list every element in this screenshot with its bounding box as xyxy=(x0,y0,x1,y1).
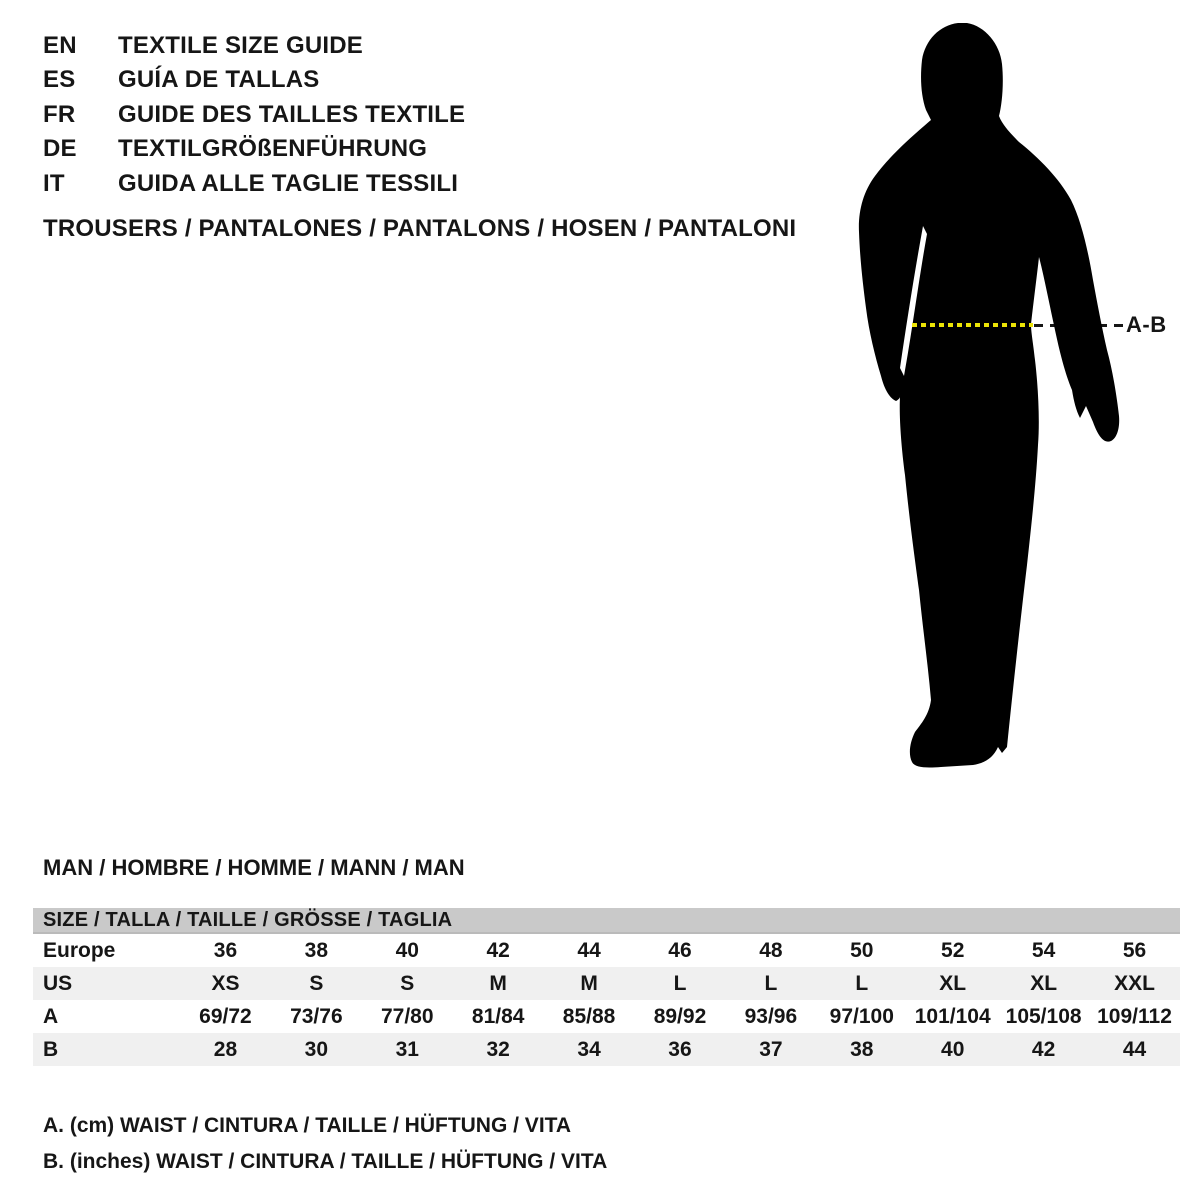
table-cell: 109/112 xyxy=(1097,1005,1172,1028)
table-cell: 32 xyxy=(486,1038,510,1061)
table-cell: 34 xyxy=(577,1038,601,1061)
language-row xyxy=(43,167,465,201)
table-cell: 81/84 xyxy=(471,1005,525,1028)
table-cell: 69/72 xyxy=(199,1005,252,1028)
table-cell: 89/92 xyxy=(653,1005,707,1028)
table-cell: 97/100 xyxy=(829,1005,894,1028)
footnote-a: A. (cm) WAIST / CINTURA / TAILLE / HÜFTUNG / VITA xyxy=(43,1114,572,1137)
row-label: Europe xyxy=(43,939,116,962)
table-cell: 101/104 xyxy=(914,1005,991,1028)
table-cell: 105/108 xyxy=(1005,1005,1082,1028)
table-row xyxy=(33,934,1180,967)
table-cell: 77/80 xyxy=(380,1005,434,1028)
table-cell: L xyxy=(764,972,778,995)
language-code: DE xyxy=(43,135,77,163)
gender-title: MAN / HOMBRE / HOMME / MANN / MAN xyxy=(43,855,465,880)
footnote-b: B. (inches) WAIST / CINTURA / TAILLE / HÜFTUNG / VITA xyxy=(43,1150,608,1173)
table-cell: L xyxy=(855,972,869,995)
table-cell: 42 xyxy=(486,939,510,962)
table-cell: 30 xyxy=(304,1038,329,1061)
table-cell: XL xyxy=(1030,972,1058,995)
row-label: B xyxy=(43,1038,59,1061)
man-silhouette xyxy=(855,20,1145,780)
language-title: TEXTILE SIZE GUIDE xyxy=(118,32,363,59)
language-row xyxy=(43,98,465,132)
size-table-header: SIZE / TALLA / TAILLE / GRÖSSE / TAGLIA xyxy=(33,908,1180,934)
table-row xyxy=(33,967,1180,1000)
table-cell: L xyxy=(673,972,687,995)
table-cell: 38 xyxy=(304,939,329,962)
language-title: GUIDA ALLE TAGLIE TESSILI xyxy=(118,169,459,197)
language-title: TEXTILGRÖßENFÜHRUNG xyxy=(118,135,428,163)
language-row xyxy=(43,63,465,97)
table-cell: XXL xyxy=(1114,972,1155,995)
table-cell: XL xyxy=(939,972,967,995)
table-cell: 52 xyxy=(941,939,965,962)
footnotes xyxy=(43,1108,607,1180)
size-table-rows xyxy=(33,934,1180,1066)
language-row xyxy=(43,132,465,166)
table-cell: M xyxy=(580,972,598,995)
table-cell: 36 xyxy=(668,1038,692,1061)
table-cell: 40 xyxy=(941,1038,965,1061)
language-code: EN xyxy=(43,32,77,59)
language-code: ES xyxy=(43,66,76,94)
table-cell: 73/76 xyxy=(290,1005,343,1028)
table-cell: 38 xyxy=(850,1038,874,1061)
table-cell: 48 xyxy=(759,939,783,962)
table-cell: 85/88 xyxy=(562,1005,616,1028)
waist-line-yellow-dotted xyxy=(912,323,1033,327)
ab-label: A-B xyxy=(1126,312,1167,337)
table-cell: 37 xyxy=(759,1038,783,1061)
table-cell: 54 xyxy=(1031,939,1056,962)
table-cell: 46 xyxy=(668,939,692,962)
table-cell: 50 xyxy=(850,939,874,962)
table-cell: S xyxy=(400,972,415,995)
table-cell: M xyxy=(489,972,507,995)
category-title: TROUSERS / PANTALONES / PANTALONS / HOSEN / PANTALONI xyxy=(43,215,797,242)
table-row xyxy=(33,1033,1180,1066)
table-cell: 44 xyxy=(1122,1038,1147,1061)
table-cell: 42 xyxy=(1031,1038,1056,1061)
table-cell: 56 xyxy=(1122,939,1147,962)
language-title: GUÍA DE TALLAS xyxy=(118,66,320,94)
language-code: FR xyxy=(43,100,76,128)
table-cell: 31 xyxy=(395,1038,419,1061)
table-row xyxy=(33,1000,1180,1033)
language-row xyxy=(43,29,465,63)
row-label: US xyxy=(43,972,73,995)
size-table xyxy=(33,908,1180,1066)
language-list xyxy=(43,29,465,201)
table-cell: S xyxy=(309,972,324,995)
language-code: IT xyxy=(43,169,65,197)
table-cell: 28 xyxy=(213,1038,238,1061)
table-cell: XS xyxy=(211,972,240,995)
table-cell: 93/96 xyxy=(744,1005,798,1028)
language-title: GUIDE DES TAILLES TEXTILE xyxy=(118,100,466,128)
row-label: A xyxy=(43,1005,59,1028)
table-cell: 40 xyxy=(395,939,419,962)
table-cell: 44 xyxy=(577,939,601,962)
table-cell: 36 xyxy=(213,939,238,962)
